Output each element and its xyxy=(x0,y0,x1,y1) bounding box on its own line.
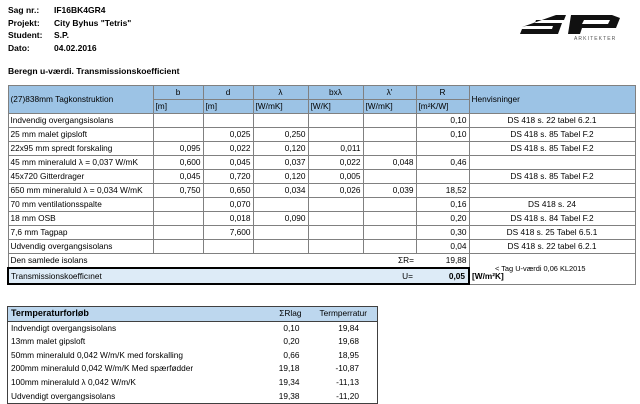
transmission-coefficient-label: Transmissionskoefficınet xyxy=(8,268,153,284)
cell-reference: DS 418 s. 85 Tabel F.2 xyxy=(469,170,635,184)
temp-header-row xyxy=(8,307,378,322)
cell-lambda-prime xyxy=(363,142,416,156)
cell-reference: DS 418 s. 25 Tabel 6.5.1 xyxy=(469,226,635,240)
temp-table-row xyxy=(8,321,378,335)
cell-r: 0,10 xyxy=(416,128,469,142)
layer-description: 650 mm mineraluld λ = 0,034 W/mK xyxy=(8,184,153,198)
cell-reference: DS 418 s. 84 Tabel F.2 xyxy=(469,212,635,226)
meta-row-student xyxy=(8,29,131,42)
cell-b xyxy=(153,114,203,128)
cell-d: 0,018 xyxy=(203,212,253,226)
cell-r: 0,46 xyxy=(416,156,469,170)
sp-arkitekter-logo xyxy=(516,8,626,44)
cell-r xyxy=(416,142,469,156)
table-row xyxy=(8,226,635,240)
table-row xyxy=(8,128,635,142)
u-spacer-lambda xyxy=(253,268,308,284)
temp-layer-description: Indvendigt overgangsisolans xyxy=(11,322,117,333)
table-row xyxy=(8,142,635,156)
table-row xyxy=(8,170,635,184)
temp-layer-description: 200mm mineraluld 0,042 W/m/K Med spærfødder xyxy=(11,363,194,374)
temp-cell-rsum: 0,20 xyxy=(283,336,300,347)
temp-cell-temperature: 19,84 xyxy=(338,322,359,333)
col-unit-b: [m] xyxy=(153,100,203,114)
cell-bxlambda: 0,005 xyxy=(308,170,363,184)
sum-r-label: ΣR= xyxy=(363,254,416,269)
cell-reference: DS 418 s. 85 Tabel F.2 xyxy=(469,128,635,142)
cell-reference xyxy=(469,156,635,170)
meta-label-dato: Dato: xyxy=(8,42,30,53)
cell-bxlambda xyxy=(308,128,363,142)
temp-table-row xyxy=(8,335,378,349)
sum-spacer-bxlambda xyxy=(308,254,363,269)
sum-spacer-d xyxy=(203,254,253,269)
cell-bxlambda: 0,022 xyxy=(308,156,363,170)
temp-layer-description: 50mm mineraluld 0,042 W/m/K med forskalling xyxy=(11,349,183,360)
temp-table-row xyxy=(8,349,378,363)
meta-row-projekt xyxy=(8,17,131,30)
table-row xyxy=(8,184,635,198)
meta-label-projekt: Projekt: xyxy=(8,17,40,28)
col-header-lambda-prime: λ' xyxy=(363,86,416,100)
cell-lambda: 0,037 xyxy=(253,156,308,170)
col-header-d: d xyxy=(203,86,253,100)
col-unit-bxlambda: [W/K] xyxy=(308,100,363,114)
u-spacer-bxlambda xyxy=(308,268,363,284)
logo-subtext: ARKITEKTER xyxy=(574,36,617,42)
cell-d: 0,650 xyxy=(203,184,253,198)
temp-layer-description: 13mm malet gipsloft xyxy=(11,336,86,347)
meta-value-student: S.P. xyxy=(54,30,69,41)
u-equals-label: U= xyxy=(363,268,416,284)
cell-lambda-prime xyxy=(363,212,416,226)
temperature-profile-table xyxy=(7,306,378,404)
meta-label-student: Student: xyxy=(8,30,43,41)
sum-spacer-b xyxy=(153,254,203,269)
table-row xyxy=(8,240,635,254)
cell-d: 0,070 xyxy=(203,198,253,212)
sp-logo-icon xyxy=(516,8,626,44)
layer-description: 45x720 Gitterdrager xyxy=(8,170,153,184)
cell-b xyxy=(153,212,203,226)
temp-cell-rsum: 19,38 xyxy=(278,390,300,401)
temp-cell-temperature: -10,87 xyxy=(335,363,359,374)
temp-table-row xyxy=(8,376,378,390)
cell-lambda xyxy=(253,240,308,254)
col-header-bxlambda: bxλ xyxy=(308,86,363,100)
sum-spacer-lambda xyxy=(253,254,308,269)
layer-description: 45 mm mineraluld λ = 0,037 W/mK xyxy=(8,156,153,170)
cell-d xyxy=(203,240,253,254)
cell-lambda-prime xyxy=(363,114,416,128)
cell-lambda-prime xyxy=(363,198,416,212)
cell-reference: DS 418 s. 22 tabel 6.2.1 xyxy=(469,240,635,254)
cell-b: 0,045 xyxy=(153,170,203,184)
meta-label-sagnr: Sag nr.: xyxy=(8,5,40,15)
cell-lambda: 0,120 xyxy=(253,142,308,156)
layer-description: 7,6 mm Tagpap xyxy=(8,226,153,240)
cell-r xyxy=(416,170,469,184)
construction-title: (27)838mm Tagkonstruktion xyxy=(8,86,153,114)
cell-b: 0,095 xyxy=(153,142,203,156)
cell-b xyxy=(153,240,203,254)
cell-lambda xyxy=(253,198,308,212)
table-row xyxy=(8,198,635,212)
cell-r: 18,52 xyxy=(416,184,469,198)
document-header xyxy=(8,4,131,54)
temp-cell-temperature: 18,95 xyxy=(338,349,359,360)
cell-reference: DS 418 s. 85 Tabel F.2 xyxy=(469,142,635,156)
section-caption: Beregn u-værdi. Transmissionskoefficient xyxy=(8,66,180,76)
u-unit: [W/m²K] xyxy=(469,268,635,284)
meta-value-dato: 04.02.2016 xyxy=(54,42,97,53)
cell-d: 0,045 xyxy=(203,156,253,170)
cell-bxlambda: 0,011 xyxy=(308,142,363,156)
temp-cell-rsum: 0,66 xyxy=(283,349,300,360)
layer-description: Udvendig overgangsisolans xyxy=(8,240,153,254)
temp-col-header-temperature: Termperratur xyxy=(310,307,378,322)
layer-description: 70 mm ventilationsspalte xyxy=(8,198,153,212)
cell-lambda: 0,090 xyxy=(253,212,308,226)
cell-r: 0,10 xyxy=(416,114,469,128)
cell-lambda: 0,250 xyxy=(253,128,308,142)
temp-table-row xyxy=(8,390,378,404)
temp-cell-rsum: 19,34 xyxy=(278,376,300,387)
table-row xyxy=(8,114,635,128)
cell-d: 0,022 xyxy=(203,142,253,156)
meta-row-sagnr xyxy=(8,4,131,17)
meta-value-sagnr: IF16BK4GR4 xyxy=(54,5,106,15)
temp-layer-description: Udvendigt overgangsisolans xyxy=(11,390,116,401)
cell-b xyxy=(153,198,203,212)
col-header-lambda: λ xyxy=(253,86,308,100)
cell-d xyxy=(203,114,253,128)
cell-bxlambda xyxy=(308,114,363,128)
col-unit-d: [m] xyxy=(203,100,253,114)
cell-reference: DS 418 s. 22 tabel 6.2.1 xyxy=(469,114,635,128)
cell-r: 0,04 xyxy=(416,240,469,254)
cell-lambda-prime xyxy=(363,170,416,184)
cell-lambda-prime: 0,048 xyxy=(363,156,416,170)
cell-lambda-prime: 0,039 xyxy=(363,184,416,198)
cell-lambda xyxy=(253,226,308,240)
temp-cell-temperature: -11,20 xyxy=(336,390,359,401)
cell-reference: DS 418 s. 24 xyxy=(469,198,635,212)
meta-value-projekt: City Byhus "Tetris" xyxy=(54,17,132,28)
cell-d: 0,025 xyxy=(203,128,253,142)
u-value: 0,05 xyxy=(416,268,469,284)
temp-cell-temperature: 19,68 xyxy=(338,336,359,347)
cell-b: 0,750 xyxy=(153,184,203,198)
u-spacer-b xyxy=(153,268,203,284)
cell-r: 0,30 xyxy=(416,226,469,240)
cell-reference xyxy=(469,184,635,198)
cell-bxlambda xyxy=(308,240,363,254)
temp-col-header-rsum: ΣRlag xyxy=(240,307,310,322)
col-unit-lambda: [W/mK] xyxy=(253,100,308,114)
cell-b: 0,600 xyxy=(153,156,203,170)
cell-lambda: 0,034 xyxy=(253,184,308,198)
cell-bxlambda xyxy=(308,226,363,240)
table-row xyxy=(8,156,635,170)
temp-table-row xyxy=(8,362,378,376)
temp-cell-rsum: 0,10 xyxy=(283,322,300,333)
col-header-henvisninger: Henvisninger xyxy=(469,86,635,114)
cell-d: 7,600 xyxy=(203,226,253,240)
cell-lambda-prime xyxy=(363,226,416,240)
col-unit-lambda-prime: [W/mK] xyxy=(363,100,416,114)
temp-table-title: Termperaturforløb xyxy=(8,307,240,322)
u-spacer-d xyxy=(203,268,253,284)
temp-layer-description: 100mm mineraluld λ 0,042 W/m/K xyxy=(11,376,136,387)
layer-description: 22x95 mm spredt forskaling xyxy=(8,142,153,156)
cell-lambda-prime xyxy=(363,128,416,142)
sum-r-value: 19,88 xyxy=(416,254,469,269)
u-value-calculation-table xyxy=(7,85,636,285)
col-header-b: b xyxy=(153,86,203,100)
col-unit-r: [m²K/W] xyxy=(416,100,469,114)
u-value-comparison-note: < Tag U-værdi 0,06 KL2015 xyxy=(495,264,586,273)
layer-description: 25 mm malet gipsloft xyxy=(8,128,153,142)
temp-cell-rsum: 19,18 xyxy=(278,363,300,374)
cell-b xyxy=(153,226,203,240)
layer-description: Indvendig overgangsisolans xyxy=(8,114,153,128)
meta-row-dato xyxy=(8,42,131,55)
cell-bxlambda: 0,026 xyxy=(308,184,363,198)
cell-b xyxy=(153,128,203,142)
layer-description: 18 mm OSB xyxy=(8,212,153,226)
cell-r: 0,16 xyxy=(416,198,469,212)
cell-bxlambda xyxy=(308,198,363,212)
temp-cell-temperature: -11,13 xyxy=(336,376,359,387)
table-row xyxy=(8,212,635,226)
cell-lambda: 0,120 xyxy=(253,170,308,184)
cell-bxlambda xyxy=(308,212,363,226)
cell-r: 0,20 xyxy=(416,212,469,226)
table-body xyxy=(8,114,635,285)
cell-lambda-prime xyxy=(363,240,416,254)
col-header-r: R xyxy=(416,86,469,100)
table-header-row-names xyxy=(8,86,635,100)
cell-lambda xyxy=(253,114,308,128)
cell-d: 0,720 xyxy=(203,170,253,184)
total-insulation-label: Den samlede isolans xyxy=(8,254,153,269)
